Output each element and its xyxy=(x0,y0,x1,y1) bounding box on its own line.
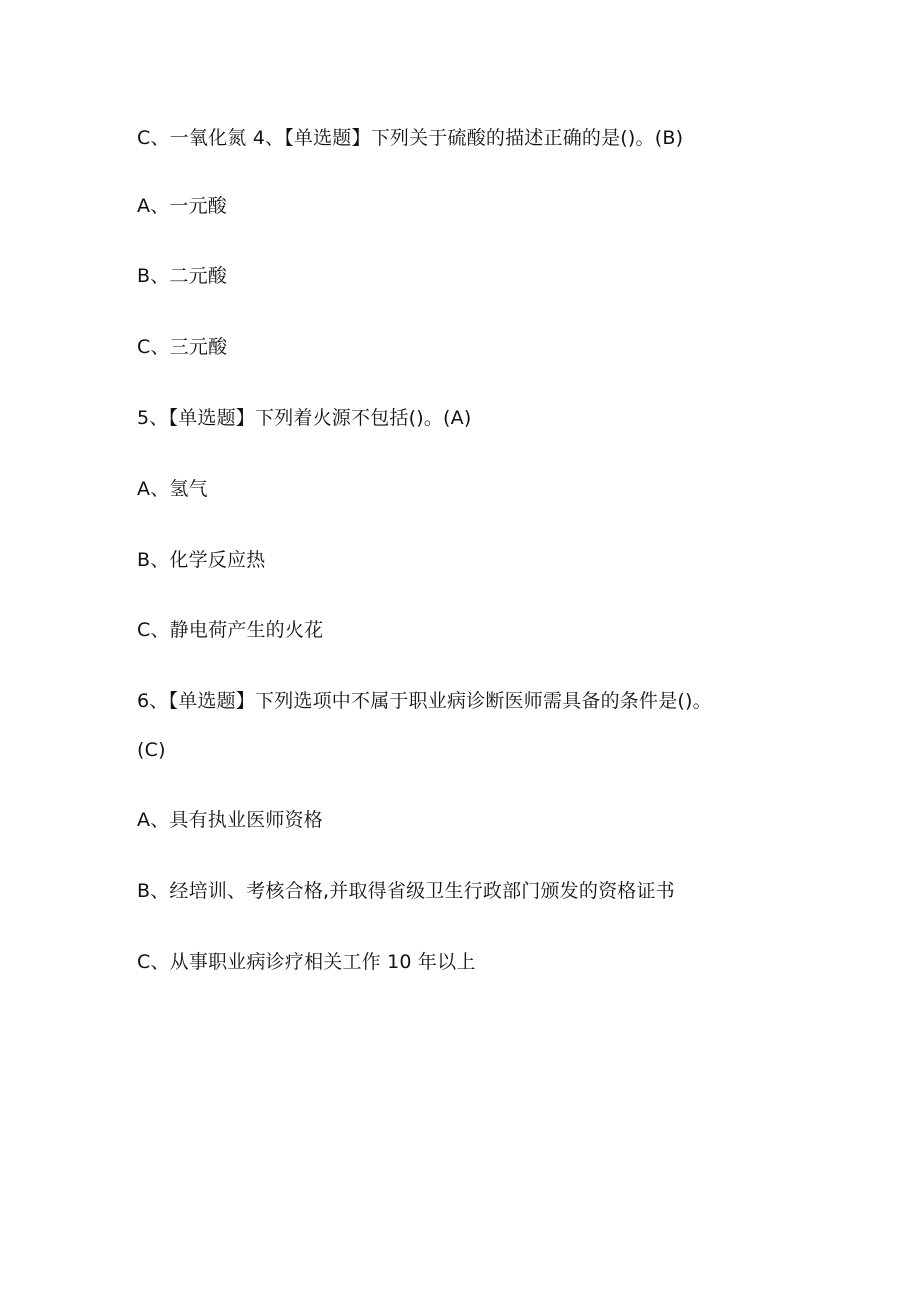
answer-option-b-q5: B、化学反应热 xyxy=(137,549,266,571)
answer-option-c-q4: C、三元酸 xyxy=(137,336,228,358)
answer-option-a-q4: A、一元酸 xyxy=(137,195,227,217)
question-6-answer-key: (C) xyxy=(137,739,166,761)
answer-option-c-q6: C、从事职业病诊疗相关工作 10 年以上 xyxy=(137,951,476,973)
answer-option-c-q5: C、静电荷产生的火花 xyxy=(137,619,324,641)
question-6: 6、【单选题】下列选项中不属于职业病诊断医师需具备的条件是()。 xyxy=(137,690,712,712)
answer-option-b-q4: B、二元酸 xyxy=(137,265,228,287)
answer-option-a-q6: A、具有执业医师资格 xyxy=(137,809,323,831)
answer-option-c-q3-and-question-4: C、一氧化氮 4、【单选题】下列关于硫酸的描述正确的是()。(B) xyxy=(137,127,684,149)
question-5: 5、【单选题】下列着火源不包括()。(A) xyxy=(137,407,472,429)
answer-option-b-q6: B、经培训、考核合格,并取得省级卫生行政部门颁发的资格证书 xyxy=(137,880,675,902)
answer-option-a-q5: A、氢气 xyxy=(137,478,208,500)
